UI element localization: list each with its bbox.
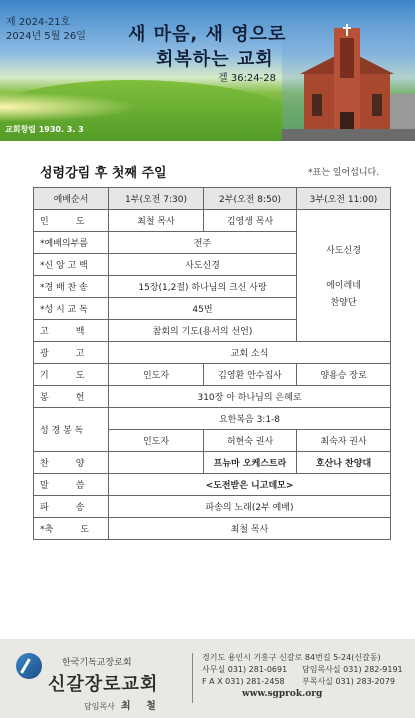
table-row xyxy=(34,386,391,408)
church-name: 신갈장로교회 xyxy=(48,674,159,695)
address: 경기도 용인시 기흥구 신갈로 84번길 5-24(신갈동) xyxy=(202,653,381,662)
cell-span: 교회 소식 xyxy=(109,342,391,364)
cell-span: 참회의 기도(용서의 선언) xyxy=(109,320,297,342)
pastor-title: 담임목사 xyxy=(84,702,115,711)
third-service-creed: 사도신경 xyxy=(326,246,361,256)
cell-span: 310장 아 하나님의 은혜로 xyxy=(109,386,391,408)
sunlight-glow xyxy=(0,92,140,122)
third-service-band-1: 에이레네 xyxy=(326,281,361,291)
cell-span: 15장(1,2절) 하나님의 크신 사랑 xyxy=(109,276,297,298)
cell-service-2: 프뉴마 오케스트라 xyxy=(204,452,297,474)
website-link[interactable]: www.sgprok.org xyxy=(242,689,323,699)
cell-span: 파송의 노래(2부 예배) xyxy=(109,496,391,518)
issue-number: 제 2024-21호 xyxy=(6,17,71,28)
table-row xyxy=(34,408,391,430)
contact-info xyxy=(202,652,412,700)
service-heading: 성령강림 후 첫째 주일 xyxy=(40,166,167,181)
cell-service-3: 호산나 찬양대 xyxy=(297,452,391,474)
table-row xyxy=(34,452,391,474)
row-label: 광 고 xyxy=(34,342,109,364)
row-label: *성 시 교 독 xyxy=(34,298,109,320)
header-service-1: 1부(오전 7:30) xyxy=(109,188,204,210)
cell-service-3: 최숙자 권사 xyxy=(297,430,391,452)
theme-title-line2: 회복하는 교회 xyxy=(156,49,274,70)
church-building-illustration xyxy=(282,24,415,141)
divider xyxy=(192,653,193,703)
cell-span: 사도신경 xyxy=(109,254,297,276)
cell-service-1: 인도자 xyxy=(109,364,204,386)
cell-span: 최철 목사 xyxy=(109,518,391,540)
denomination: 한국기독교장로회 xyxy=(62,658,132,668)
cell-service-2: 김영생 목사 xyxy=(204,210,297,232)
bulletin-issue-info xyxy=(6,16,86,44)
table-row xyxy=(34,342,391,364)
church-logo-icon xyxy=(16,653,42,679)
table-row xyxy=(34,364,391,386)
row-label: 파 송 xyxy=(34,496,109,518)
standing-note: *표는 일어섭니다. xyxy=(308,168,380,178)
header-service-3: 3부(오전 11:00) xyxy=(297,188,391,210)
cell-span: 전주 xyxy=(109,232,297,254)
table-row xyxy=(34,474,391,496)
cell-service-3-merged xyxy=(297,210,391,342)
header-order: 예배순서 xyxy=(34,188,109,210)
cell-span: 45번 xyxy=(109,298,297,320)
header-service-2: 2부(오전 8:50) xyxy=(204,188,297,210)
cell-service-2: 김영환 안수집사 xyxy=(204,364,297,386)
senior-pastor xyxy=(84,697,162,712)
row-label: *경 배 찬 송 xyxy=(34,276,109,298)
church-footer xyxy=(0,639,415,718)
table-header-row xyxy=(34,188,391,210)
banner-image xyxy=(0,0,415,141)
row-label: 성 경 봉 독 xyxy=(34,408,109,452)
sermon-title: <도전받은 니고데모> xyxy=(109,474,391,496)
office-phone: 사무실 031) 281-0691 xyxy=(202,665,288,674)
row-label: *축 도 xyxy=(34,518,109,540)
table-row xyxy=(34,518,391,540)
cell-service-3: 양용승 장로 xyxy=(297,364,391,386)
cell-span: 요한복음 3:1-8 xyxy=(109,408,391,430)
pastor-office-phone: 담임목사실 031) 282-9191 xyxy=(302,665,403,674)
stand-marker: * xyxy=(40,525,45,535)
row-label: 인 도 xyxy=(34,210,109,232)
associate-office-phone: 부목사실 031) 283-2079 xyxy=(302,677,395,686)
cell-service-2: 허현숙 권사 xyxy=(204,430,297,452)
fax-number: F A X 031) 281-2458 xyxy=(202,677,285,686)
pastor-name: 최 철 xyxy=(120,701,162,712)
row-label: 말 씀 xyxy=(34,474,109,496)
row-label: *신 앙 고 백 xyxy=(34,254,109,276)
row-label: 기 도 xyxy=(34,364,109,386)
founding-date: 교회창립 1930. 3. 3 xyxy=(5,125,84,134)
theme-verse: 겔 36:24-28 xyxy=(218,73,276,84)
cell-service-1: 인도자 xyxy=(109,430,204,452)
stand-marker: * xyxy=(40,283,45,293)
cell-service-1: 최철 목사 xyxy=(109,210,204,232)
stand-marker: * xyxy=(40,239,45,249)
cell-service-1 xyxy=(109,452,204,474)
row-label: 봉 헌 xyxy=(34,386,109,408)
stand-marker: * xyxy=(40,305,45,315)
row-label: 고 백 xyxy=(34,320,109,342)
bulletin-date: 2024년 5월 26일 xyxy=(6,31,86,42)
theme-title-line1: 새 마음, 새 영으로 xyxy=(128,24,287,45)
table-row xyxy=(34,210,391,232)
row-label: *예배의부름 xyxy=(34,232,109,254)
stand-marker: * xyxy=(40,261,45,271)
row-label: 찬 양 xyxy=(34,452,109,474)
table-row xyxy=(34,496,391,518)
worship-order-table xyxy=(33,187,391,540)
third-service-band-2: 찬양단 xyxy=(330,298,357,308)
